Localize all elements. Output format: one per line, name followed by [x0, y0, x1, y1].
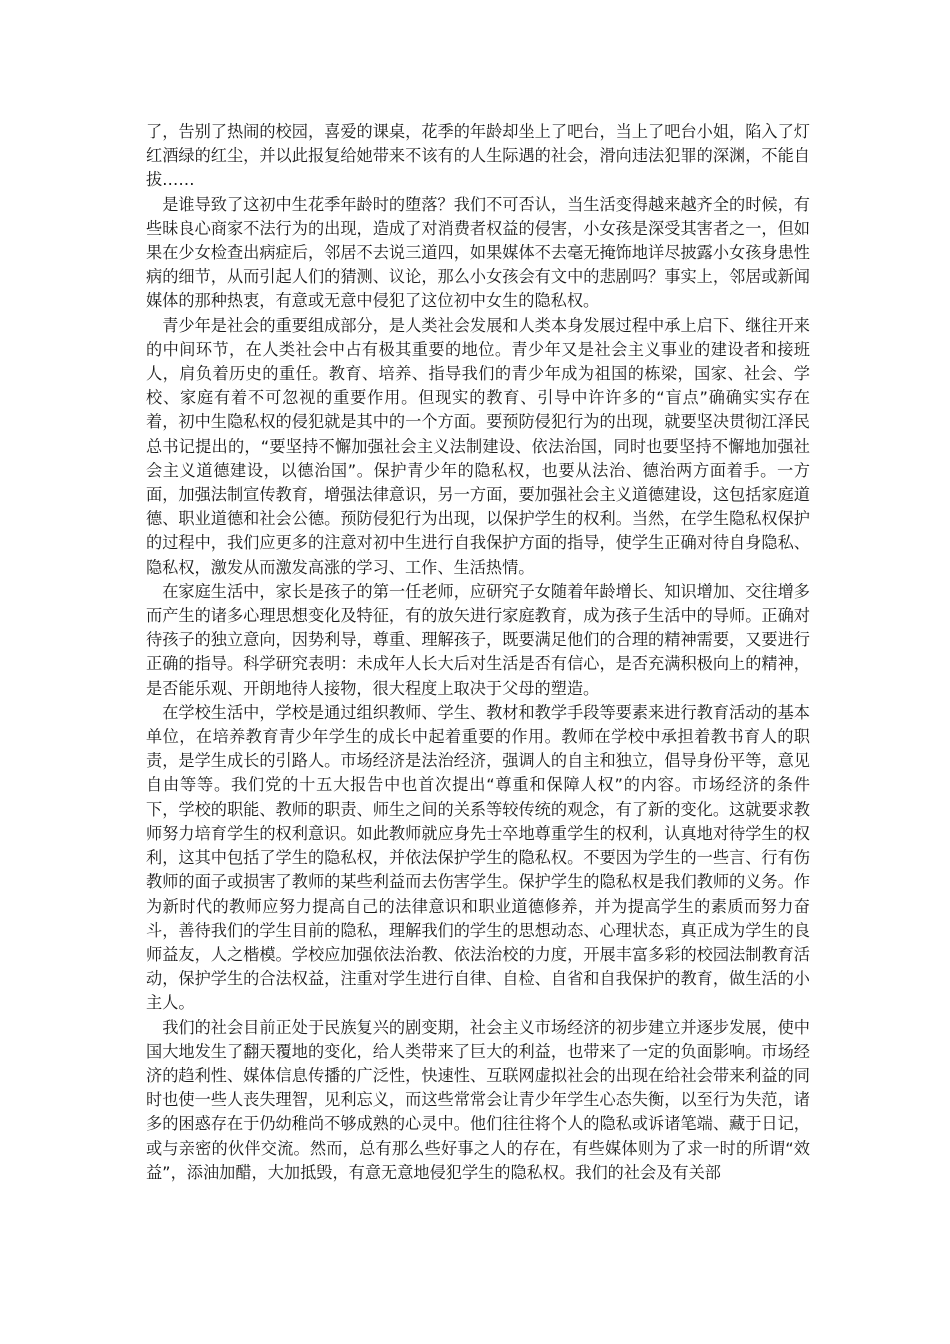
paragraph-3: 青少年是社会的重要组成部分，是人类社会发展和人类本身发展过程中承上启下、继往开来的中间环节，在人类社会中占有极其重要的地位。青少年又是社会主义事业的建设者和接班人，肩负着历史的重任。教育、培养、指导我们的青少年成为祖国的栋梁，国家、社会、学校、家庭有着不可忽视的重要作用。但现实的教育、引导中许许多的“盲点”确确实实存在着，初中生隐私权的侵犯就是其中的一个方面。要预防侵犯行为的出现，就要坚决贯彻江泽民总书记提出的，“要坚持不懈加强社会主义法制建设、依法治国，同时也要坚持不懈地加强社会主义道德建设，以德治国”。保护青少年的隐私权，也要从法治、德治两方面着手。一方面，加强法制宣传教育，增强法律意识，另一方面，要加强社会主义道德建设，这包括家庭道德、职业道德和社会公德。预防侵犯行为出现，以保护学生的权利。当然，在学生隐私权保护的过程中，我们应更多的注意对初中生进行自我保护方面的指导，使学生正确对待自身隐私、隐私权，激发从而激发高涨的学习、工作、生活热情。 [146, 315, 810, 577]
paragraph-4: 在家庭生活中，家长是孩子的第一任老师，应研究子女随着年龄增长、知识增加、交往增多而产生的诸多心理思想变化及特征，有的放矢进行家庭教育，成为孩子生活中的导师。正确对待孩子的独立意向，因势利导，尊重、理解孩子，既要满足他们的合理的精神需要，又要进行正确的指导。科学研究表明：未成年人长大后对生活是否有信心，是否充满积极向上的精神，是否能乐观、开朗地待人接物，很大程度上取决于父母的塑造。 [146, 581, 810, 698]
document-page [146, 120, 810, 1185]
paragraph-5: 在学校生活中，学校是通过组织教师、学生、教材和教学手段等要素来进行教育活动的基本单位，在培养教育青少年学生的成长中起着重要的作用。教师在学校中承担着教书育人的职责，是学生成长的引路人。市场经济是法治经济，强调人的自主和独立，倡导身份平等，意见自由等等。我们党的十五大报告中也首次提出“尊重和保障人权”的内容。市场经济的条件下，学校的职能、教师的职责、师生之间的关系等较传统的观念，有了新的变化。这就要求教师努力培育学生的权利意识。如此教师就应身先士卒地尊重学生的权利，认真地对待学生的权利，这其中包括了学生的隐私权，并依法保护学生的隐私权。不要因为学生的一些言、行有伤教师的面子或损害了教师的某些利益而去伤害学生。保护学生的隐私权是我们教师的义务。作为新时代的教师应努力提高自己的法律意识和职业道德修养，并为提高学生的素质而努力奋斗，善待我们的学生目前的隐私，理解我们的学生的思想动态、心理状态，真正成为学生的良师益友，人之楷模。学校应加强依法治教、依法治校的力度，开展丰富多彩的校园法制教育活动，保护学生的合法权益，注重对学生进行自律、自检、自省和自我保护的教育，做生活的小主人。 [146, 702, 810, 1013]
paragraph-2: 是谁导致了这初中生花季年龄时的堕落？我们不可否认，当生活变得越来越齐全的时候，有些昧良心商家不法行为的出现，造成了对消费者权益的侵害，小女孩是深受其害者之一，但如果在少女检查出病症后，邻居不去说三道四，如果媒体不去毫无掩饰地详尽披露小女孩身患性病的细节，从而引起人们的猜测、议论，那么小女孩会有文中的悲剧吗？事实上，邻居或新闻媒体的那种热衷，有意或无意中侵犯了这位初中女生的隐私权。 [146, 194, 810, 311]
paragraph-1: 了，告别了热闹的校园，喜爱的课桌，花季的年龄却坐上了吧台，当上了吧台小姐，陷入了灯红酒绿的红尘，并以此报复给她带来不该有的人生际遇的社会，滑向违法犯罪的深渊，不能自拔…… [146, 122, 810, 190]
paragraph-6: 我们的社会目前正处于民族复兴的剧变期，社会主义市场经济的初步建立并逐步发展，使中国大地发生了翻天覆地的变化，给人类带来了巨大的利益，也带来了一定的负面影响。市场经济的趋利性、媒体信息传播的广泛性，快速性、互联网虚拟社会的出现在给社会带来利益的同时也使一些人丧失理智，见利忘义，而这些常常会让青少年学生心态失衡，以至行为失范，诸多的困惑存在于仍幼稚尚不够成熟的心灵中。他们往往将个人的隐私或诉诸笔端、藏于日记，或与亲密的伙伴交流。然而，总有那么些好事之人的存在，有些媒体则为了求一时的所谓“效益”，添油加醋，大加抵毁，有意无意地侵犯学生的隐私权。我们的社会及有关部 [146, 1017, 810, 1182]
